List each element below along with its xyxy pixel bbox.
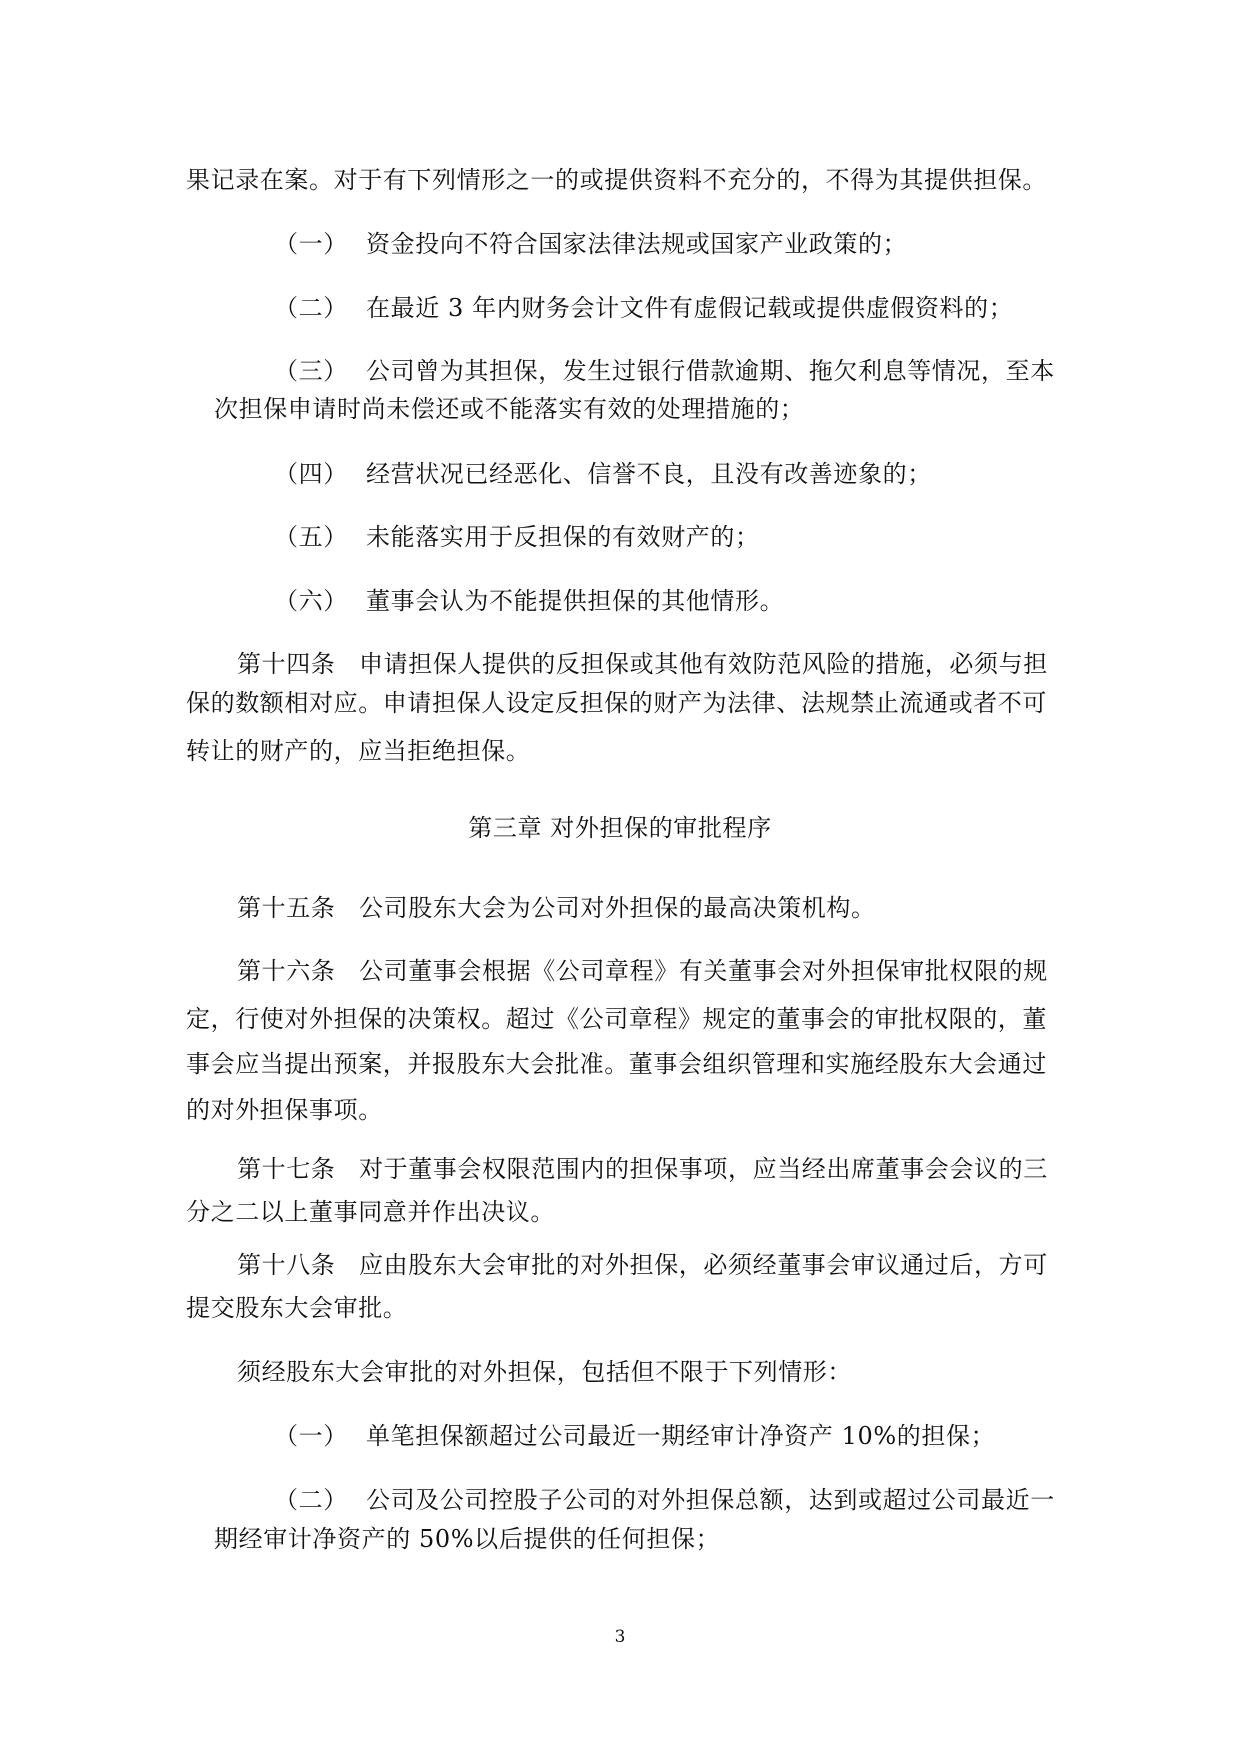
article-label: 第十六条 <box>237 957 336 985</box>
list-item-number: （一） <box>274 1422 348 1450</box>
article-18-line <box>237 1249 1048 1281</box>
list-item <box>274 585 784 617</box>
list-item-text: 公司曾为其担保，发生过银行借款逾期、拖欠利息等情况，至本 <box>366 357 1055 385</box>
list-item-number: （一） <box>274 230 348 258</box>
article-16-line: 定，行使对外担保的决策权。超过《公司章程》规定的董事会的审批权限的，董 <box>186 1005 1047 1033</box>
article-15-line <box>237 892 876 924</box>
list-item <box>274 521 760 553</box>
article-label: 第十五条 <box>237 894 336 922</box>
chapter-heading: 第三章 对外担保的审批程序 <box>468 814 772 842</box>
list-item <box>274 292 1013 324</box>
list-item-text: 单笔担保额超过公司最近一期经审计净资产 10%的担保； <box>366 1422 996 1450</box>
article-17-line: 分之二以上董事同意并作出决议。 <box>186 1198 555 1226</box>
list-item-continuation: 次担保申请时尚未偿还或不能落实有效的处理措施的； <box>214 395 805 423</box>
list-item-number: （五） <box>274 523 348 551</box>
article-14-line <box>237 648 1048 680</box>
paragraph-line: 果记录在案。对于有下列情形之一的或提供资料不充分的，不得为其提供担保。 <box>186 166 1047 194</box>
article-text: 申请担保人提供的反担保或其他有效防范风险的措施，必须与担 <box>359 650 1048 678</box>
list-item <box>274 355 1055 387</box>
article-label: 第十八条 <box>237 1251 336 1279</box>
article-text: 应由股东大会审批的对外担保，必须经董事会审议通过后，方可 <box>359 1251 1048 1279</box>
list-item-continuation: 期经审计净资产的 50%以后提供的任何担保； <box>214 1525 721 1553</box>
article-14-line: 保的数额相对应。申请担保人设定反担保的财产为法律、法规禁止流通或者不可 <box>186 689 1047 717</box>
list-item-text: 资金投向不符合国家法律法规或国家产业政策的； <box>366 230 908 258</box>
article-label: 第十七条 <box>237 1155 336 1183</box>
article-18-line: 提交股东大会审批。 <box>186 1294 408 1322</box>
list-item <box>274 228 907 260</box>
article-text: 公司股东大会为公司对外担保的最高决策机构。 <box>359 894 876 922</box>
list-item-number: （二） <box>274 1486 348 1514</box>
article-16-line: 事会应当提出预案，并报股东大会批准。董事会组织管理和实施经股东大会通过 <box>186 1050 1047 1078</box>
list-item-text: 未能落实用于反担保的有效财产的； <box>366 523 760 551</box>
page-number: 3 <box>614 1627 626 1647</box>
article-17-line <box>237 1153 1048 1185</box>
article-text: 公司董事会根据《公司章程》有关董事会对外担保审批权限的规 <box>359 957 1048 985</box>
list-item-text: 经营状况已经恶化、信誉不良，且没有改善迹象的； <box>366 460 932 488</box>
list-item <box>274 1484 1055 1516</box>
list-item-number: （六） <box>274 587 348 615</box>
article-16-line: 的对外担保事项。 <box>186 1096 383 1124</box>
article-label: 第十四条 <box>237 650 336 678</box>
paragraph-line: 须经股东大会审批的对外担保，包括但不限于下列情形： <box>237 1358 852 1386</box>
list-item <box>274 458 932 490</box>
list-item-number: （二） <box>274 294 348 322</box>
article-14-line: 转让的财产的，应当拒绝担保。 <box>186 737 531 765</box>
article-text: 对于董事会权限范围内的担保事项，应当经出席董事会会议的三 <box>359 1155 1048 1183</box>
list-item <box>274 1420 995 1452</box>
list-item-number: （四） <box>274 460 348 488</box>
list-item-number: （三） <box>274 357 348 385</box>
list-item-text: 公司及公司控股子公司的对外担保总额，达到或超过公司最近一 <box>366 1486 1055 1514</box>
article-16-line <box>237 955 1048 987</box>
list-item-text: 在最近 3 年内财务会计文件有虚假记载或提供虚假资料的； <box>366 294 1014 322</box>
list-item-text: 董事会认为不能提供担保的其他情形。 <box>366 587 785 615</box>
